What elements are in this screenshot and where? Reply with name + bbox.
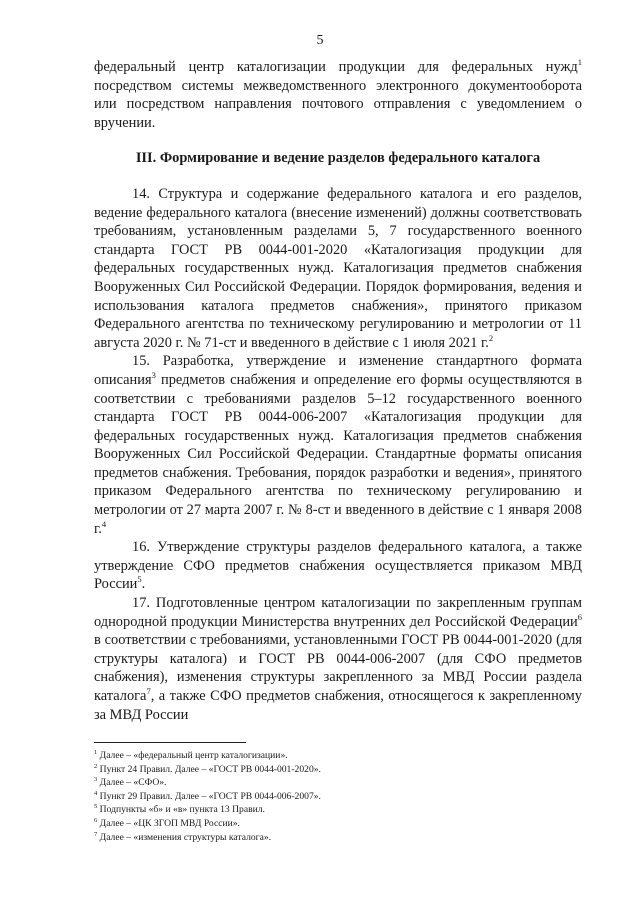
footnote-text: Далее – «изменения структуры каталога». <box>97 831 272 843</box>
footnote-ref-3: 3 <box>151 370 156 381</box>
paragraph-16-text: 16. Утверждение структуры разделов федерального каталога, а также утверждение СФО предметов снабжения осуществляется приказом МВД России <box>94 539 582 593</box>
paragraph-14 <box>94 185 582 352</box>
intro-text: федеральный центр каталогизации продукции для федеральных нужд <box>94 59 578 75</box>
footnote-text: Подпункты «б» и «в» пункта 13 Правил. <box>97 804 265 816</box>
paragraph-17 <box>94 594 582 724</box>
paragraph-15 <box>94 352 582 538</box>
footnote-mark: 3 <box>94 776 98 783</box>
footnote-mark: 5 <box>94 803 98 811</box>
footnote-text: Пункт 29 Правил. Далее – «ГОСТ РВ 0044-006-2007». <box>97 790 321 802</box>
paragraph-14-text: 14. Структура и содержание федерального каталога и его разделов, ведение федерального каталога (внесение изменений) должны соответствовать требованиям, установленным разделами 5, 7 государственного военного стандарта ГОСТ РВ 0044-001-2020 «Каталогизация продукции для федеральных государственных нужд. Каталогизация предметов снабжения Вооруженных Сил Российской Федерации. Порядок формирования, ведения и использования каталога предметов снабжения», принятого приказом Федерального агентства по техническому регулированию и метрологии от 11 августа 2020 г. № 71-ст и введенного в действие с 1 июля 2021 г. <box>94 185 582 351</box>
footnote-mark: 1 <box>94 748 98 756</box>
footnote-ref-4: 4 <box>101 518 107 529</box>
footnote-ref-7: 7 <box>146 686 151 697</box>
intro-text-cont: посредством системы межведомственного электронного документооборота или посредством направления почтового отправления с уведомлением о вручении. <box>94 77 582 131</box>
footnote-ref-6: 6 <box>577 611 582 622</box>
footnote-text: Далее – «ЦК ЗГОП МВД России». <box>97 817 240 829</box>
footnote-mark: 6 <box>94 816 98 824</box>
footnote-5 <box>94 803 582 817</box>
footnote-ref-1: 1 <box>577 57 582 68</box>
footnote-4 <box>94 790 582 804</box>
footnote-mark: 2 <box>94 762 98 770</box>
footnote-7 <box>94 831 582 845</box>
footnote-2 <box>94 763 582 777</box>
footnote-3 <box>94 776 582 790</box>
section-heading: III. Формирование и ведение разделов федерального каталога <box>135 150 541 167</box>
footnote-text: Далее – «федеральный центр каталогизации». <box>97 750 288 761</box>
footnote-1 <box>94 749 582 763</box>
paragraph-17-text-end: , а также СФО предметов снабжения, относящегося к закрепленному за МВД России <box>94 688 582 723</box>
footnote-6 <box>94 817 582 831</box>
paragraph-17-text-cont: в соответствии с требованиями, установленными ГОСТ РВ 0044-001-2020 (для структуры каталога) и ГОСТ РВ 0044-006-2007 (для СФО предметов снабжения), изменения структуры закрепленного за МВД России раздела каталога <box>94 632 582 704</box>
paragraph-17-text: 17. Подготовленные центром каталогизации по закрепленным группам однородной продукции Министерства внутренних дел Российской Федерации <box>94 595 582 630</box>
paragraph-16 <box>94 538 582 594</box>
paragraph-16-tail: . <box>141 576 146 593</box>
document-body <box>94 58 582 724</box>
footnote-mark: 4 <box>94 789 98 797</box>
footnote-text: Далее – «СФО». <box>97 777 167 789</box>
intro-paragraph <box>94 58 582 132</box>
footnote-divider <box>94 742 246 743</box>
footnote-ref-2: 2 <box>488 332 494 343</box>
footnote-text: Пункт 24 Правил. Далее – «ГОСТ РВ 0044-001-2020». <box>97 763 321 775</box>
footnotes <box>94 749 582 844</box>
footnote-mark: 7 <box>94 830 98 838</box>
page-number: 5 <box>316 33 324 48</box>
paragraph-15-text: 15. Разработка, утверждение и изменение стандартного формата описания <box>94 353 582 388</box>
footnote-ref-5: 5 <box>137 574 142 585</box>
paragraph-15-text-cont: предметов снабжения и определение его формы осуществляются в соответствии с требованиями разделов 5–12 государственного военного стандарта ГОСТ РВ 0044-006-2007 «Каталогизация продукции для федеральных государственных нужд. Каталогизация предметов снабжения Вооруженных Сил Российской Федерации. Стандартные форматы описания предметов снабжения. Требования, порядок разработки и ведения», принятого приказом Федерального агентства по техническому регулированию и метрологии от 27 марта 2007 г. № 8-ст и введенного в действие с 1 января 2008 г. <box>94 371 582 537</box>
